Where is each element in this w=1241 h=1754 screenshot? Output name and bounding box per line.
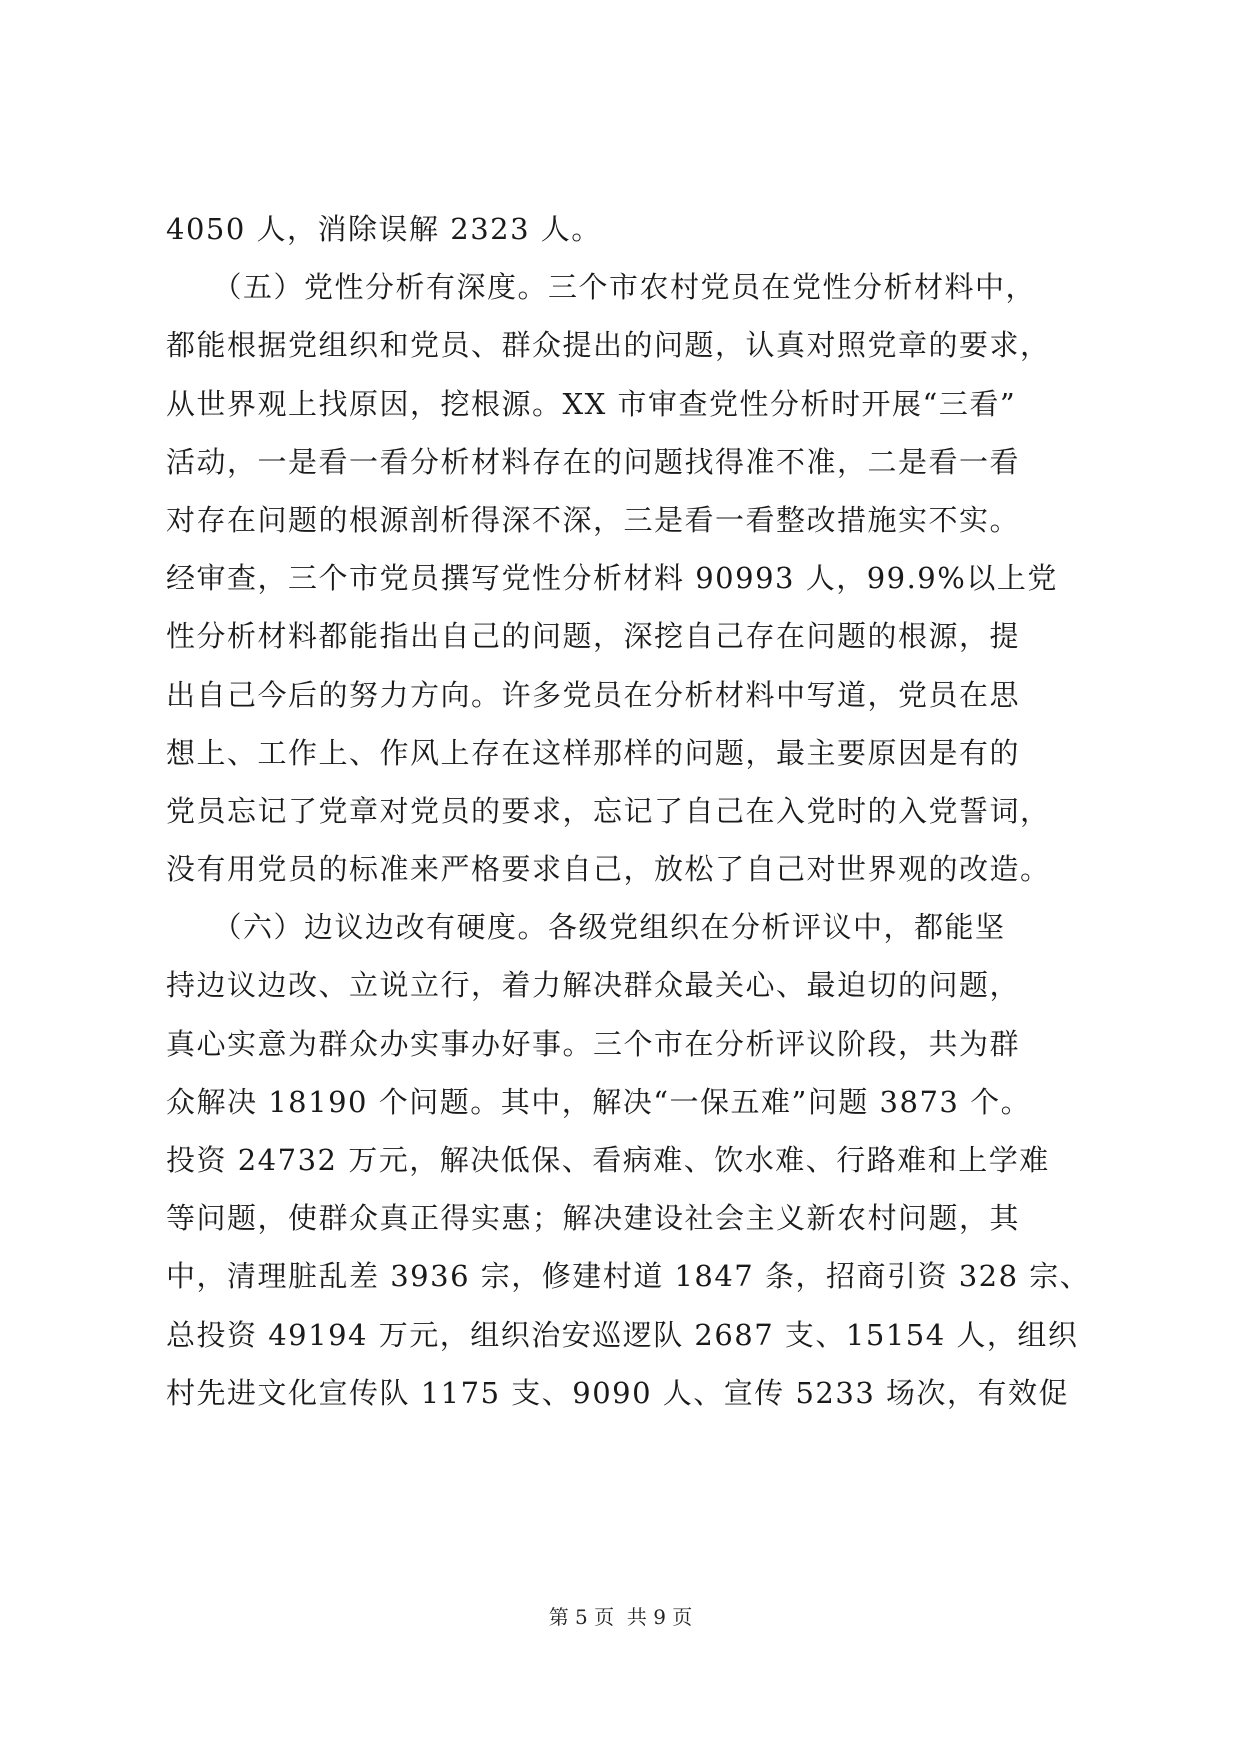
page-number: 第 5 页 共 9 页 bbox=[548, 1605, 693, 1629]
page-footer bbox=[0, 1603, 1241, 1631]
text-line: 党员忘记了党章对党员的要求，忘记了自己在入党时的入党誓词， bbox=[166, 793, 1051, 828]
text-line: （六）边议边改有硬度。各级党组织在分析评议中，都能坚 bbox=[166, 910, 1006, 945]
text-line: 投资 24732 万元，解决低保、看病难、饮水难、行路难和上学难 bbox=[166, 1143, 1050, 1177]
text-line: 持边议边改、立说立行，着力解决群众最关心、最迫切的问题， bbox=[166, 968, 1021, 1003]
document-body bbox=[166, 200, 1091, 1422]
text-line: 村先进文化宣传队 1175 支、9090 人、宣传 5233 场次，有效促 bbox=[166, 1375, 1070, 1410]
text-line: 真心实意为群众办实事办好事。三个市在分析评议阶段，共为群 bbox=[166, 1026, 1021, 1061]
text-line: 经审查，三个市党员撰写党性分析材料 90993 人，99.9%以上党 bbox=[166, 561, 1058, 596]
text-line: 4050 人，消除误解 2323 人。 bbox=[166, 212, 602, 246]
text-line: 都能根据党组织和党员、群众提出的问题，认真对照党章的要求， bbox=[166, 328, 1051, 363]
text-line: 总投资 49194 万元，组织治安巡逻队 2687 支、15154 人，组织 bbox=[166, 1317, 1079, 1352]
text-line: 等问题，使群众真正得实惠；解决建设社会主义新农村问题，其 bbox=[166, 1201, 1021, 1236]
text-line: 性分析材料都能指出自己的问题，深挖自己存在问题的根源，提 bbox=[166, 619, 1021, 654]
text-line: 活动，一是看一看分析材料存在的问题找得准不准，二是看一看 bbox=[166, 444, 1021, 479]
text-line: 对存在问题的根源剖析得深不深，三是看一看整改措施实不实。 bbox=[166, 502, 1021, 537]
text-line: 出自己今后的努力方向。许多党员在分析材料中写道，党员在思 bbox=[166, 677, 1021, 712]
text-line: 众解决 18190 个问题。其中，解决“一保五难”问题 3873 个。 bbox=[166, 1084, 1032, 1119]
text-line: 想上、工作上、作风上存在这样那样的问题，最主要原因是有的 bbox=[166, 735, 1021, 770]
text-line: 没有用党员的标准来严格要求自己，放松了自己对世界观的改造。 bbox=[166, 852, 1051, 887]
text-line: 从世界观上找原因，挖根源。XX 市审查党性分析时开展“三看” bbox=[166, 386, 1017, 421]
text-line: 中，清理脏乱差 3936 宗，修建村道 1847 条，招商引资 328 宗、 bbox=[166, 1259, 1091, 1294]
text-line: （五）党性分析有深度。三个市农村党员在党性分析材料中， bbox=[166, 270, 1037, 305]
